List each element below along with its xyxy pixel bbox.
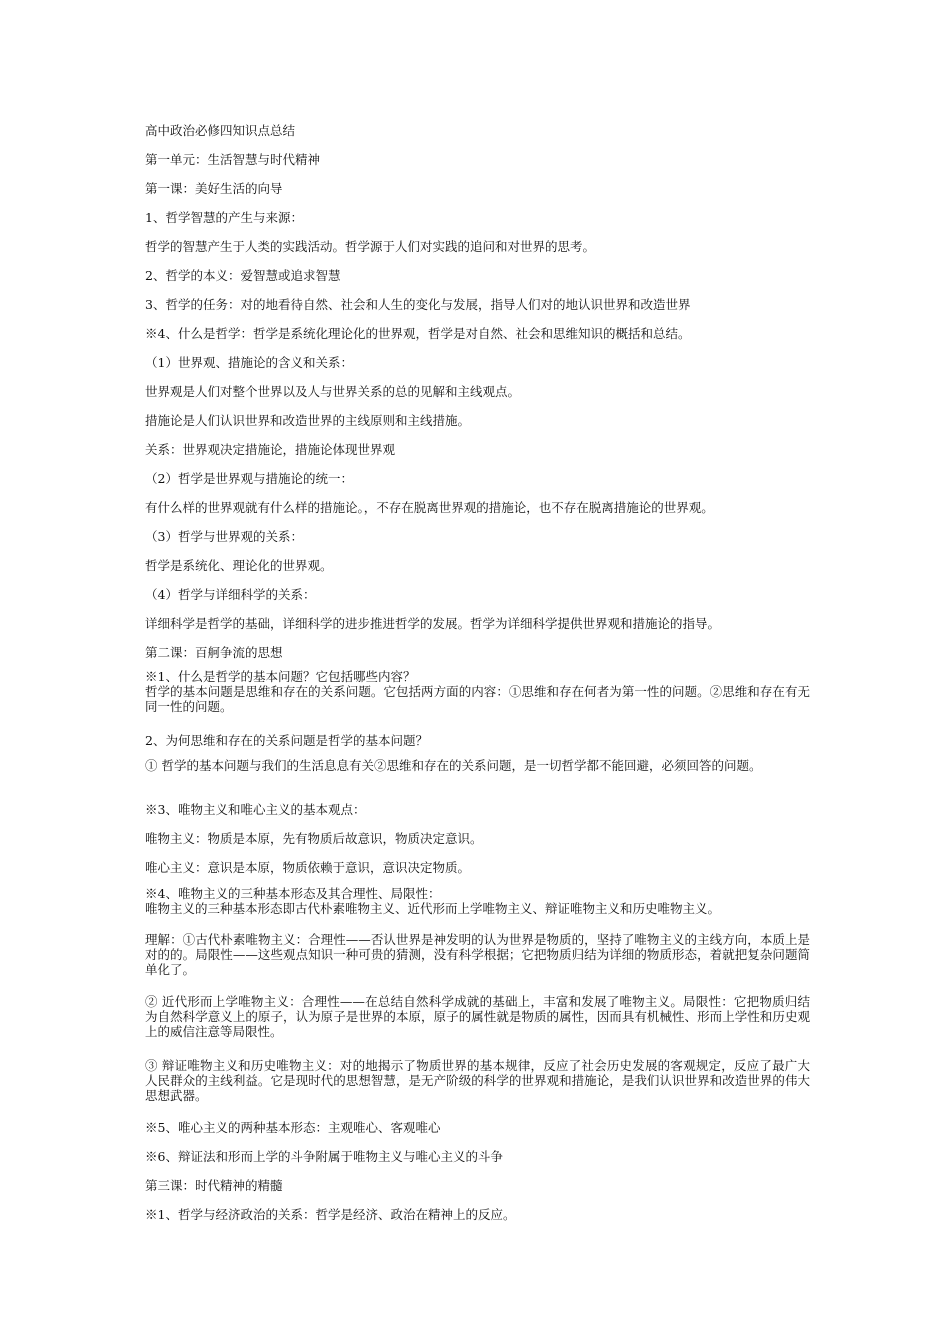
doc-title: 高中政治必修四知识点总结 [145,123,296,138]
text-line: 唯物主义：物质是本原，先有物质后故意识，物质决定意识。 [145,831,483,846]
unit-heading: 第一单元：生活智慧与时代精神 [145,152,321,167]
lesson-heading: 第一课：美好生活的向导 [145,181,283,196]
item-heading: ※1、哲学与经济政治的关系：哲学是经济、政治在精神上的反应。 [145,1207,516,1222]
text-line: 哲学是系统化、理论化的世界观。 [145,558,333,573]
text-block: ② 近代形而上学唯物主义：合理性——在总结自然科学成就的基础上，丰富和发展了唯物主义。局限性：它把物质归结为自然科学意义上的原子，认为原子是世界的本原，原子的属性就是物质的属性，因而具有机械性、形而上学性和历史观上的威信注意等局限性。 [145,994,810,1039]
lesson-heading: 第二课：百舸争流的思想 [145,645,283,660]
item-heading: 3、哲学的任务：对的地看待自然、社会和人生的变化与发展，指导人们对的地认识世界和改造世界 [145,297,691,312]
item-heading: 2、哲学的本义：爱智慧或追求智慧 [145,268,341,283]
text-block: ③ 辩证唯物主义和历史唯物主义：对的地揭示了物质世界的基本规律，反应了社会历史发展的客观规定，反应了最广大人民群众的主线利益。它是现时代的思想智慧，是无产阶级的科学的世界观和措施论，是我们认识世界和改造世界的伟大思想武器。 [145,1058,810,1103]
text-line: 详细科学是哲学的基础，详细科学的进步推进哲学的发展。哲学为详细科学提供世界观和措施论的指导。 [145,616,721,631]
item-heading: ※6、辩证法和形而上学的斗争附属于唯物主义与唯心主义的斗争 [145,1149,503,1164]
text-line: 哲学的智慧产生于人类的实践活动。哲学源于人们对实践的追问和对世界的思考。 [145,239,596,254]
text-line: 措施论是人们认识世界和改造世界的主线原则和主线措施。 [145,413,471,428]
text-line: 关系：世界观决定措施论，措施论体现世界观 [145,442,396,457]
text-line: 世界观是人们对整个世界以及人与世界关系的总的见解和主线观点。 [145,384,521,399]
item-heading: ※4、什么是哲学：哲学是系统化理论化的世界观，哲学是对自然、社会和思维知识的概括和总结。 [145,326,691,341]
text-line: 唯心主义：意识是本原，物质依赖于意识，意识决定物质。 [145,860,471,875]
text-block: ① 哲学的基本问题与我们的生活息息有关②思维和存在的关系问题，是一切哲学都不能回避，必须回答的问题。 [145,758,762,773]
text-line: 有什么样的世界观就有什么样的措施论。，不存在脱离世界观的措施论，也不存在脱离措施论的世界观。 [145,500,714,515]
item-heading: ※3、唯物主义和唯心主义的基本观点： [145,802,366,817]
item-heading: 2、为何思维和存在的关系问题是哲学的基本问题？ [145,733,428,748]
sub-heading: （3）哲学与世界观的关系： [145,529,303,544]
lesson-heading: 第三课：时代精神的精髓 [145,1178,283,1193]
sub-heading: （4）哲学与详细科学的关系： [145,587,316,602]
question-block: ※1、什么是哲学的基本问题？它包括哪些内容？ 哲学的基本问题是思维和存在的关系问题。它包括两方面的内容：①思维和存在何者为第一性的问题。②思维和存在有无同一性的问题。 [145,669,810,714]
question-block: ※4、唯物主义的三种基本形态及其合理性、局限性： 唯物主义的三种基本形态即古代朴素唯物主义、近代形而上学唯物主义、辩证唯物主义和历史唯物主义。 [145,886,721,916]
item-heading: ※5、唯心主义的两种基本形态：主观唯心、客观唯心 [145,1120,441,1135]
sub-heading: （1）世界观、措施论的含义和关系： [145,355,353,370]
sub-heading: （2）哲学是世界观与措施论的统一： [145,471,353,486]
text-block: 理解：①古代朴素唯物主义：合理性——否认世界是神发明的认为世界是物质的，坚持了唯物主义的主线方向，本质上是对的的。局限性——这些观点知识一种可贵的猜测，没有科学根据；它把物质归结为详细的物质形态，着就把复杂问题简单化了。 [145,932,810,977]
item-heading: 1、哲学智慧的产生与来源： [145,210,303,225]
